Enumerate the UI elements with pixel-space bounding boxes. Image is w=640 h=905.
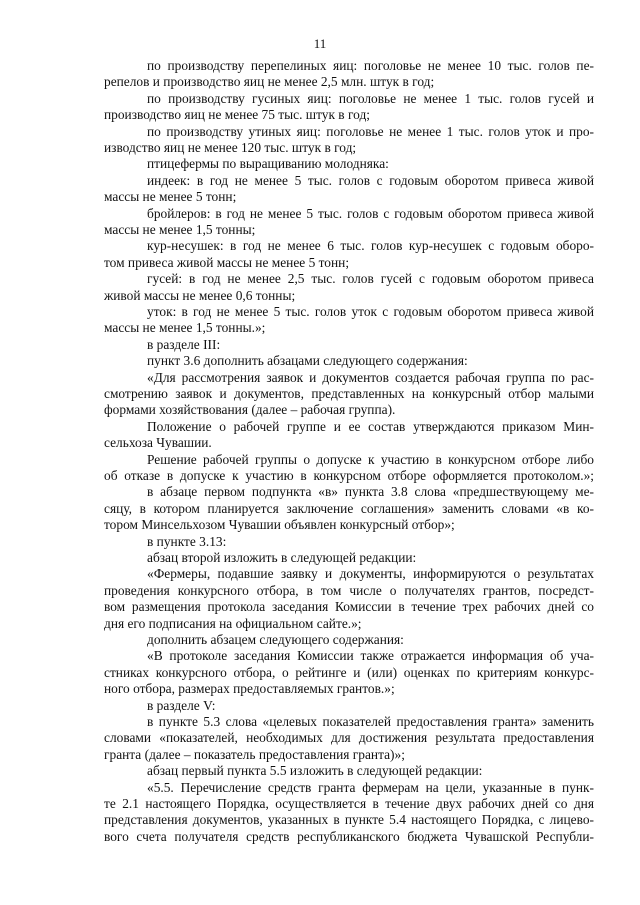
text-line bbox=[0, 829, 640, 845]
text-line-content: гранта (далее – показатель предоставления гранта)»; bbox=[104, 746, 405, 762]
text-line bbox=[0, 796, 640, 812]
text-line-content: уток: в год не менее 5 тыс. голов уток с годовым оборотом привеса живой bbox=[147, 304, 594, 319]
text-line-content: «Для рассмотрения заявок и документов создается рабочая группа по рас- bbox=[147, 369, 594, 385]
text-line bbox=[0, 534, 640, 550]
text-line-content: словами «показателей, необходимых для достижения результата предоставления bbox=[104, 730, 594, 746]
text-line-content: «Фермеры, подавшие заявку и документы, информируются о результатах bbox=[147, 566, 594, 582]
text-line bbox=[0, 517, 640, 533]
text-line-content: сяцу, в котором планируется заключение соглашения» заменить словами «в ко- bbox=[104, 500, 594, 516]
text-line bbox=[0, 304, 640, 320]
text-line bbox=[0, 206, 640, 222]
text-line bbox=[0, 452, 640, 468]
text-line bbox=[0, 124, 640, 140]
text-line-content: бройлеров: в год не менее 5 тыс. голов с годовым оборотом привеса живой bbox=[147, 205, 594, 221]
text-line bbox=[0, 665, 640, 681]
text-line bbox=[0, 107, 640, 123]
text-line bbox=[0, 140, 640, 156]
text-line-content: ного отбора, размерах предоставляемых грантов.»; bbox=[104, 681, 395, 697]
text-line bbox=[0, 402, 640, 418]
text-line-content: том привеса живой массы не менее 5 тонн; bbox=[104, 254, 350, 270]
text-line-content: в разделе III: bbox=[147, 336, 221, 352]
text-line-content: дня его подписания на официальном сайте.»; bbox=[104, 615, 362, 631]
text-line bbox=[0, 599, 640, 615]
text-line-content: «5.5. Перечисление средств гранта фермерам на цели, указанные в пунк- bbox=[147, 779, 594, 795]
text-line-content: сельхоза Чувашии. bbox=[104, 435, 212, 451]
text-line bbox=[0, 255, 640, 271]
text-line bbox=[0, 501, 640, 517]
text-line-content: формами хозяйствования (далее – рабочая группа). bbox=[104, 402, 396, 418]
text-line bbox=[0, 780, 640, 796]
text-line-content: «В протоколе заседания Комиссии также отражается информация об уча- bbox=[147, 648, 594, 664]
text-line bbox=[0, 632, 640, 648]
text-line bbox=[0, 550, 640, 566]
text-line bbox=[0, 583, 640, 599]
text-line bbox=[0, 681, 640, 697]
text-line bbox=[0, 812, 640, 828]
text-line bbox=[0, 370, 640, 386]
text-line bbox=[0, 58, 640, 74]
text-line-content: стниках конкурсного отбора, о рейтинге и (или) оценках по критериям конкурс- bbox=[104, 664, 594, 680]
text-line bbox=[0, 386, 640, 402]
text-line-content: репелов и производство яиц не менее 2,5 млн. штук в год; bbox=[104, 74, 435, 90]
text-line-content: вого счета получателя средств республиканского бюджета Чувашской Республи- bbox=[104, 828, 594, 844]
text-line bbox=[0, 320, 640, 336]
text-line bbox=[0, 91, 640, 107]
text-line bbox=[0, 730, 640, 746]
text-line bbox=[0, 714, 640, 730]
text-line-content: в абзаце первом подпункта «в» пункта 3.8 слова «предшествующему ме- bbox=[147, 484, 594, 500]
text-line bbox=[0, 74, 640, 90]
text-line bbox=[0, 419, 640, 435]
text-line-content: массы не менее 1,5 тонны.»; bbox=[104, 320, 266, 336]
text-line bbox=[0, 698, 640, 714]
text-line bbox=[0, 189, 640, 205]
text-line-content: изводство яиц не менее 120 тыс. штук в год; bbox=[104, 140, 357, 155]
text-line-content: птицефермы по выращиванию молодняка: bbox=[147, 156, 389, 172]
text-line-content: об отказе в допуске к участию в конкурсном отборе оформляется протоколом.»; bbox=[104, 468, 594, 483]
text-line-content: Положение о рабочей группе и ее состав утверждаются приказом Мин- bbox=[147, 418, 594, 434]
text-line bbox=[0, 271, 640, 287]
text-line-content: по производству утиных яиц: поголовье не менее 1 тыс. голов уток и про- bbox=[147, 123, 594, 139]
text-line bbox=[0, 747, 640, 763]
text-line-content: кур-несушек: в год не менее 6 тыс. голов кур-несушек с годовым оборо- bbox=[147, 238, 594, 254]
text-line-content: массы не менее 1,5 тонны; bbox=[104, 222, 256, 237]
text-line bbox=[0, 616, 640, 632]
text-line-content: вом размещения протокола заседания Комиссии в течение трех рабочих дней со bbox=[104, 599, 594, 615]
text-line bbox=[0, 484, 640, 500]
text-line bbox=[0, 353, 640, 369]
text-line-content: абзац второй изложить в следующей редакции: bbox=[147, 550, 417, 565]
text-line-content: абзац первый пункта 5.5 изложить в следующей редакции: bbox=[147, 763, 483, 779]
text-line bbox=[0, 238, 640, 254]
text-line-content: в пункте 3.13: bbox=[147, 533, 227, 549]
text-line-content: проведения конкурсного отбора, в том числе о получателях грантов, посредст- bbox=[104, 582, 594, 598]
text-line-content: дополнить абзацем следующего содержания: bbox=[147, 632, 404, 647]
text-line bbox=[0, 566, 640, 582]
text-line-content: представления документов, указанных в пункте 5.4 настоящего Порядка, с лицево- bbox=[104, 812, 594, 828]
text-line-content: производство яиц не менее 75 тыс. штук в год; bbox=[104, 107, 370, 123]
text-line-content: Решение рабочей группы о допуске к участию в конкурсном отборе либо bbox=[147, 451, 594, 467]
text-line-content: пункт 3.6 дополнить абзацами следующего содержания: bbox=[147, 353, 468, 369]
text-line bbox=[0, 337, 640, 353]
text-line bbox=[0, 222, 640, 238]
text-line-content: живой массы не менее 0,6 тонны; bbox=[104, 287, 296, 303]
text-line bbox=[0, 173, 640, 189]
text-line-content: тором Минсельхозом Чувашии объявлен конкурсный отбор»; bbox=[104, 517, 455, 533]
text-line-content: в разделе V: bbox=[147, 697, 216, 713]
text-line-content: в пункте 5.3 слова «целевых показателей предоставления гранта» заменить bbox=[147, 714, 594, 729]
text-line-content: те 2.1 настоящего Порядка, осуществляется в течение двух рабочих дней со дня bbox=[104, 796, 594, 811]
text-line bbox=[0, 156, 640, 172]
text-line bbox=[0, 648, 640, 664]
page-number: 11 bbox=[313, 36, 327, 51]
text-line-content: смотрению заявок и документов, представленных на конкурсный отбор малыми bbox=[104, 386, 594, 401]
text-line-content: массы не менее 5 тонн; bbox=[104, 189, 237, 205]
text-line-content: индеек: в год не менее 5 тыс. голов с годовым оборотом привеса живой bbox=[147, 172, 594, 188]
text-line bbox=[0, 468, 640, 484]
text-line bbox=[0, 435, 640, 451]
text-line-content: по производству перепелиных яиц: поголовье не менее 10 тыс. голов пе- bbox=[147, 58, 594, 73]
text-line-content: гусей: в год не менее 2,5 тыс. голов гусей с годовым оборотом привеса bbox=[147, 271, 594, 287]
text-line bbox=[0, 288, 640, 304]
text-line bbox=[0, 763, 640, 779]
text-line-content: по производству гусиных яиц: поголовье не менее 1 тыс. голов гусей и bbox=[147, 90, 594, 106]
